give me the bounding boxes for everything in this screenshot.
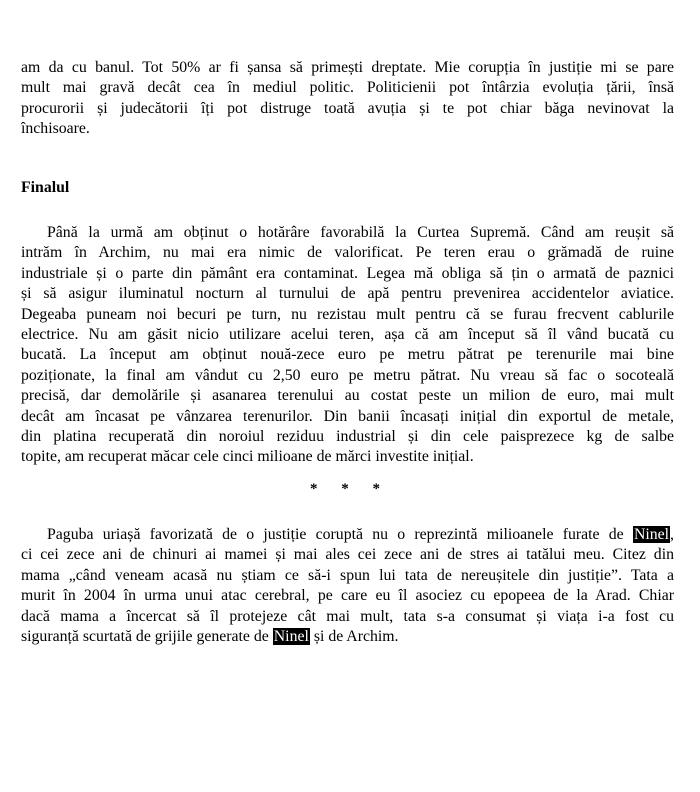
text-fragment: și de Archim.	[313, 628, 399, 646]
text-line: procurorii și judecătorii îți pot distruge toată avuția și te pot chiar băga nevinovat la	[21, 99, 674, 117]
text-line: Degeaba puneam noi becuri pe turn, nu rezistau mult pentru că se furau frecvent cablurile	[21, 305, 674, 323]
text-line: precisă, dar demolările și asanarea terenului au costat peste un milion de euro, mai mult	[21, 387, 674, 405]
text-line	[21, 627, 674, 647]
text-line: electrice. Nu am găsit nicio utilizare acelui teren, așa că am început să îl vând bucată cu	[21, 326, 674, 344]
redacted-name: Ninel	[633, 526, 670, 543]
text-fragment: siguranță scurtată de grijile generate de	[21, 628, 269, 646]
text-line: am da cu banul. Tot 50% ar fi șansa să primești dreptate. Mie corupția în justiție mi se pare	[21, 59, 674, 76]
text-fragment: ,	[670, 526, 674, 543]
text-line	[21, 525, 674, 545]
text-line: ci cei zece ani de chinuri ai mamei și mai ales cei zece ani de stres ai tatălui meu. Citez din	[21, 546, 674, 564]
text-line: mama „când veneam acasă nu știam ce să-i spun lui tata de nereușitele din justiție”. Tata a	[21, 566, 674, 584]
text-fragment: Paguba uriașă favorizată de o justiție coruptă nu o reprezintă milioanele furate de	[47, 526, 624, 543]
text-line: bucată. La început am obținut nouă-zece euro pe metru pătrat pe terenurile mai bine	[21, 346, 674, 364]
text-line: din platina recuperată din noroiul reziduu industrial și din cele paisprezece kg de salbe	[21, 428, 674, 446]
text-line: poziționate, la final am vândut cu 2,50 euro pe metru pătrat. Nu vreau să fac o socoteală	[21, 366, 674, 384]
text-line: decât am încasat pe vânzarea terenurilor. Din banii încasați inițial din exportul de metale,	[21, 407, 674, 425]
text-line: industriale și o parte din pământ era contaminat. Legea mă obliga să țin o armată de paznici	[21, 264, 674, 282]
text-line: mult mai gravă decât cea în mediul politic. Politicienii pot întârzia evoluția țării, însă	[21, 79, 674, 97]
paragraph-finalul	[21, 223, 674, 468]
section-heading: Finalul	[21, 179, 70, 196]
paragraph-paguba	[21, 525, 674, 647]
text-line: Până la urmă am obținut o hotărâre favorabilă la Curtea Supremă. Când am reușit să	[47, 224, 674, 241]
section-separator: * * *	[310, 481, 390, 497]
text-line: intrăm în Archim, nu mai era nimic de valorificat. Pe teren erau o grămadă de ruine	[21, 244, 674, 262]
text-line: dacă mama a încercat să îl protejeze cât mai mult, tata s-a consumat și viața i-a fost cu	[21, 607, 674, 625]
text-line: închisoare.	[21, 120, 90, 138]
text-line: topite, am recuperat măcar cele cinci milioane de mărci investite inițial.	[21, 448, 474, 466]
text-line: murit în 2004 în urma unui atac cerebral, pe care eu îl asociez cu epopeea de la Arad. Chiar	[21, 587, 674, 605]
paragraph-intro	[21, 58, 674, 140]
redacted-name: Ninel	[273, 628, 309, 646]
text-line: și să asigur iluminatul nocturn al turnului de apă pentru prevenirea accidentelor aviatice.	[21, 285, 674, 303]
